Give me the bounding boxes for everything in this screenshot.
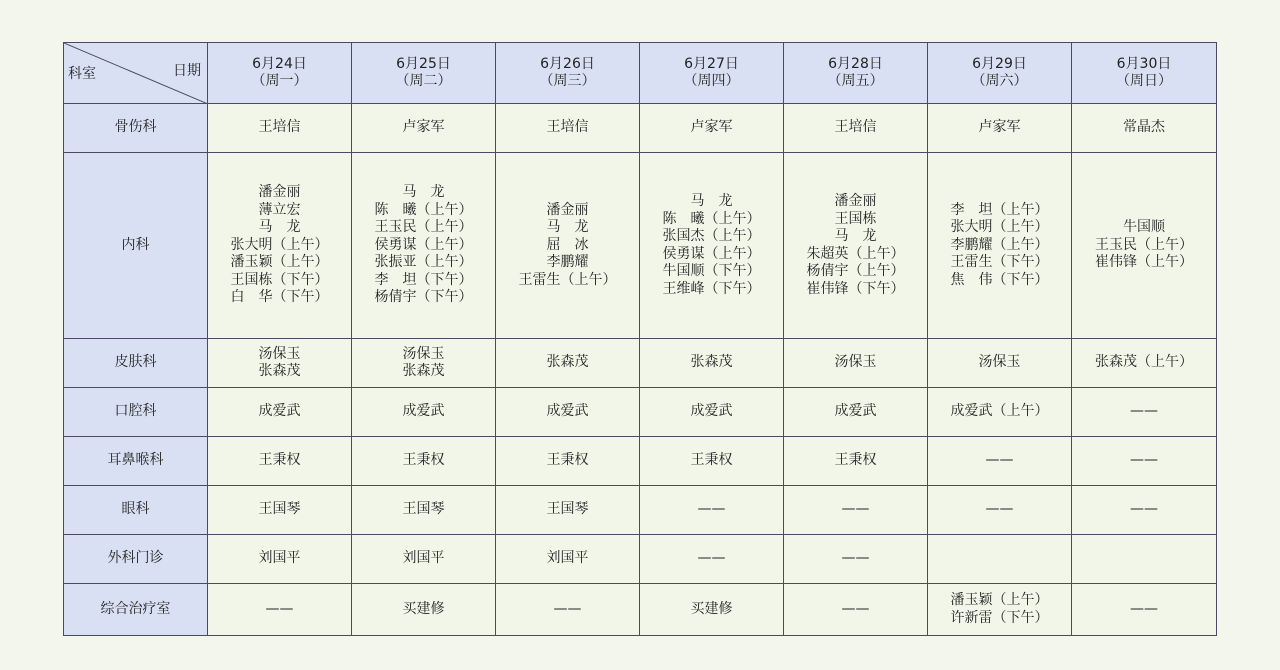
schedule-cell	[784, 104, 928, 153]
schedule-cell	[1072, 339, 1217, 388]
doctor-entry: 王国琴	[258, 501, 301, 518]
schedule-cell	[208, 535, 352, 584]
schedule-cell	[208, 437, 352, 486]
day-header	[496, 43, 640, 104]
doctor-entry: 潘金丽	[834, 193, 877, 209]
doctor-entry: 张森茂	[258, 363, 301, 379]
department-name: 综合治疗室	[64, 584, 208, 636]
doctor-entry: 张振亚（上午）	[374, 254, 473, 271]
department-row	[64, 437, 1217, 486]
doctor-entry: 牛国顺（下午）	[662, 263, 761, 279]
doctor-entry: 马 龙	[402, 184, 445, 201]
schedule-cell	[208, 584, 352, 636]
schedule-cell	[928, 584, 1072, 636]
day-date: 6月30日	[1116, 55, 1172, 72]
schedule-cell	[784, 388, 928, 437]
day-weekday: （周日）	[1116, 73, 1172, 89]
doctor-entry: 马 龙	[834, 228, 877, 244]
doctor-entry: 王维峰（下午）	[662, 280, 761, 297]
schedule-cell	[1072, 388, 1217, 437]
doctor-entry: ——	[985, 452, 1014, 469]
doctor-entry: 薄立宏	[258, 201, 301, 218]
schedule-cell	[928, 486, 1072, 535]
day-date: 6月29日	[972, 55, 1027, 72]
schedule-cell	[496, 486, 640, 535]
day-weekday: （周一）	[251, 73, 308, 89]
doctor-entry: 买建修	[402, 600, 445, 617]
doctor-entry: 屈 冰	[546, 236, 589, 253]
doctor-entry: 张大明（上午）	[950, 219, 1049, 236]
doctor-entry: 刘国平	[546, 550, 589, 567]
doctor-entry: 陈 曦（上午）	[374, 201, 473, 218]
doctor-entry: 成爱武	[546, 403, 589, 420]
department-name: 耳鼻喉科	[64, 437, 208, 486]
doctor-entry: 侯勇谋（上午）	[662, 245, 761, 262]
doctor-entry: 汤保玉	[834, 354, 877, 371]
schedule-cell	[496, 388, 640, 437]
doctor-entry: 潘玉颖（上午）	[950, 592, 1049, 608]
doctor-entry: 张国杰（上午）	[662, 228, 761, 244]
schedule-cell	[640, 437, 784, 486]
schedule-cell	[496, 104, 640, 153]
schedule-cell	[208, 153, 352, 339]
doctor-entry: 王雷生（上午）	[518, 271, 617, 288]
department-row	[64, 153, 1217, 339]
doctor-entry: 刘国平	[402, 550, 445, 567]
doctor-entry: 张森茂（上午）	[1095, 354, 1193, 371]
schedule-cell	[352, 104, 496, 153]
doctor-entry: 卢家军	[690, 119, 733, 136]
doctor-entry: 王国琴	[546, 501, 589, 518]
doctor-entry: 汤保玉	[978, 354, 1021, 371]
doctor-entry: 牛国顺	[1123, 219, 1165, 236]
doctor-entry: 汤保玉	[258, 345, 301, 362]
doctor-entry: ——	[985, 501, 1014, 518]
schedule-cell	[352, 535, 496, 584]
schedule-cell	[784, 584, 928, 636]
doctor-entry: 张森茂	[546, 354, 589, 371]
schedule-cell	[496, 535, 640, 584]
day-date: 6月27日	[684, 55, 739, 72]
schedule-cell	[208, 486, 352, 535]
doctor-entry: 成爱武（上午）	[950, 403, 1049, 420]
department-name: 眼科	[64, 486, 208, 535]
department-axis-label: 科室	[68, 65, 96, 82]
day-header	[1072, 43, 1217, 104]
day-header	[640, 43, 784, 104]
schedule-cell	[1072, 535, 1217, 584]
schedule-cell	[496, 437, 640, 486]
schedule-cell	[352, 486, 496, 535]
day-weekday: （周六）	[971, 73, 1028, 89]
doctor-entry: 王秉权	[546, 452, 589, 469]
day-header	[784, 43, 928, 104]
doctor-entry: 李鹏耀（上午）	[950, 236, 1049, 253]
doctor-entry: 王培信	[258, 119, 301, 136]
schedule-cell	[208, 388, 352, 437]
department-row	[64, 535, 1217, 584]
doctor-entry: 常晶杰	[1123, 119, 1165, 136]
schedule-cell	[496, 339, 640, 388]
schedule-cell	[928, 388, 1072, 437]
doctor-entry: 王国栋	[834, 210, 877, 227]
doctor-entry: 马 龙	[690, 193, 733, 209]
doctor-entry: 王秉权	[258, 452, 301, 469]
doctor-entry: 白 华（下午）	[230, 289, 329, 306]
department-row	[64, 388, 1217, 437]
schedule-cell	[640, 535, 784, 584]
department-name: 外科门诊	[64, 535, 208, 584]
doctor-entry: 马 龙	[546, 219, 589, 236]
doctor-entry: ——	[1130, 452, 1158, 469]
doctor-entry: 王秉权	[402, 452, 445, 469]
day-weekday: （周三）	[539, 73, 596, 89]
doctor-entry: 潘金丽	[258, 184, 301, 201]
doctor-entry: 王雷生（下午）	[950, 254, 1049, 271]
doctor-entry: 潘金丽	[546, 201, 589, 218]
corner-header	[64, 43, 208, 104]
schedule-cell	[640, 153, 784, 339]
doctor-entry: 崔伟锋（下午）	[806, 280, 905, 297]
schedule-cell	[640, 104, 784, 153]
schedule-cell	[1072, 437, 1217, 486]
schedule-cell	[352, 153, 496, 339]
department-row	[64, 486, 1217, 535]
doctor-entry: 潘玉颖（上午）	[230, 254, 329, 271]
doctor-entry: 卢家军	[978, 119, 1021, 136]
schedule-cell	[928, 153, 1072, 339]
doctor-entry: ——	[1130, 403, 1158, 420]
doctor-entry: 杨倩宇（上午）	[806, 263, 905, 279]
doctor-entry: 成爱武	[258, 403, 301, 420]
doctor-entry: 买建修	[690, 600, 733, 617]
schedule-cell	[640, 388, 784, 437]
doctor-entry: 成爱武	[834, 403, 877, 420]
day-header	[352, 43, 496, 104]
schedule-cell	[496, 584, 640, 636]
schedule-cell	[928, 535, 1072, 584]
header-row	[64, 43, 1217, 104]
department-name: 内科	[64, 153, 208, 339]
schedule-cell	[1072, 153, 1217, 339]
doctor-entry: ——	[553, 600, 582, 617]
doctor-entry: 焦 伟（下午）	[950, 271, 1049, 288]
doctor-entry: ——	[1130, 501, 1158, 518]
schedule-cell	[352, 437, 496, 486]
day-date: 6月25日	[396, 55, 451, 72]
doctor-entry: 马 龙	[258, 219, 301, 236]
doctor-entry: ——	[841, 550, 870, 567]
doctor-entry: 王培信	[834, 119, 877, 136]
day-date: 6月24日	[252, 55, 307, 72]
doctor-entry: 杨倩宇（下午）	[374, 289, 473, 306]
doctor-entry: 许新雷（下午）	[950, 609, 1049, 626]
doctor-entry: 王玉民（上午）	[1095, 236, 1193, 253]
doctor-entry: ——	[841, 600, 870, 617]
doctor-entry: 侯勇谋（上午）	[374, 236, 473, 253]
doctor-entry: ——	[265, 600, 294, 617]
schedule-cell	[784, 535, 928, 584]
doctor-entry: 王秉权	[834, 452, 877, 469]
department-row	[64, 339, 1217, 388]
schedule-cell	[640, 584, 784, 636]
doctor-entry: ——	[841, 501, 870, 518]
doctor-entry: 成爱武	[402, 403, 445, 420]
day-date: 6月28日	[828, 55, 883, 72]
doctor-entry: 王培信	[546, 119, 589, 136]
doctor-entry: ——	[1130, 600, 1158, 617]
doctor-entry: 王玉民（上午）	[374, 219, 473, 236]
schedule-cell	[1072, 486, 1217, 535]
day-date: 6月26日	[540, 55, 595, 72]
day-weekday: （周五）	[827, 73, 884, 89]
day-weekday: （周四）	[683, 73, 740, 89]
schedule-cell	[352, 339, 496, 388]
department-row	[64, 104, 1217, 153]
doctor-entry: 朱超英（上午）	[806, 245, 905, 262]
department-name: 骨伤科	[64, 104, 208, 153]
doctor-entry: ——	[697, 550, 726, 567]
schedule-cell	[784, 153, 928, 339]
department-row	[64, 584, 1217, 636]
schedule-cell	[784, 339, 928, 388]
doctor-entry: 陈 曦（上午）	[662, 210, 761, 227]
schedule-cell	[496, 153, 640, 339]
doctor-entry: 成爱武	[690, 403, 733, 420]
schedule-cell	[640, 486, 784, 535]
doctor-entry: 李 坦（上午）	[950, 201, 1049, 218]
schedule-cell	[928, 104, 1072, 153]
doctor-entry: 李 坦（下午）	[374, 271, 473, 288]
schedule-cell	[208, 339, 352, 388]
doctor-entry: 王国栋（下午）	[230, 271, 329, 288]
schedule-cell	[352, 388, 496, 437]
schedule-cell	[784, 437, 928, 486]
schedule-cell	[1072, 104, 1217, 153]
department-name: 口腔科	[64, 388, 208, 437]
doctor-entry: 王国琴	[402, 501, 445, 518]
day-weekday: （周二）	[395, 73, 452, 89]
schedule-cell	[928, 339, 1072, 388]
doctor-entry: 崔伟锋（上午）	[1095, 254, 1193, 271]
duty-schedule-table	[63, 42, 1217, 636]
department-name: 皮肤科	[64, 339, 208, 388]
doctor-entry: 卢家军	[402, 119, 445, 136]
schedule-cell	[352, 584, 496, 636]
schedule-cell	[928, 437, 1072, 486]
schedule-cell	[784, 486, 928, 535]
doctor-entry: 王秉权	[690, 452, 733, 469]
doctor-entry: ——	[697, 501, 726, 518]
day-header	[928, 43, 1072, 104]
doctor-entry: 张森茂	[402, 363, 445, 379]
doctor-entry: 刘国平	[258, 550, 301, 567]
date-axis-label: 日期	[173, 63, 201, 79]
doctor-entry: 李鹏耀	[546, 254, 589, 271]
doctor-entry: 汤保玉	[402, 345, 445, 362]
day-header	[208, 43, 352, 104]
doctor-entry: 张森茂	[690, 354, 733, 371]
schedule-cell	[640, 339, 784, 388]
doctor-entry: 张大明（上午）	[230, 236, 329, 253]
schedule-cell	[208, 104, 352, 153]
schedule-cell	[1072, 584, 1217, 636]
